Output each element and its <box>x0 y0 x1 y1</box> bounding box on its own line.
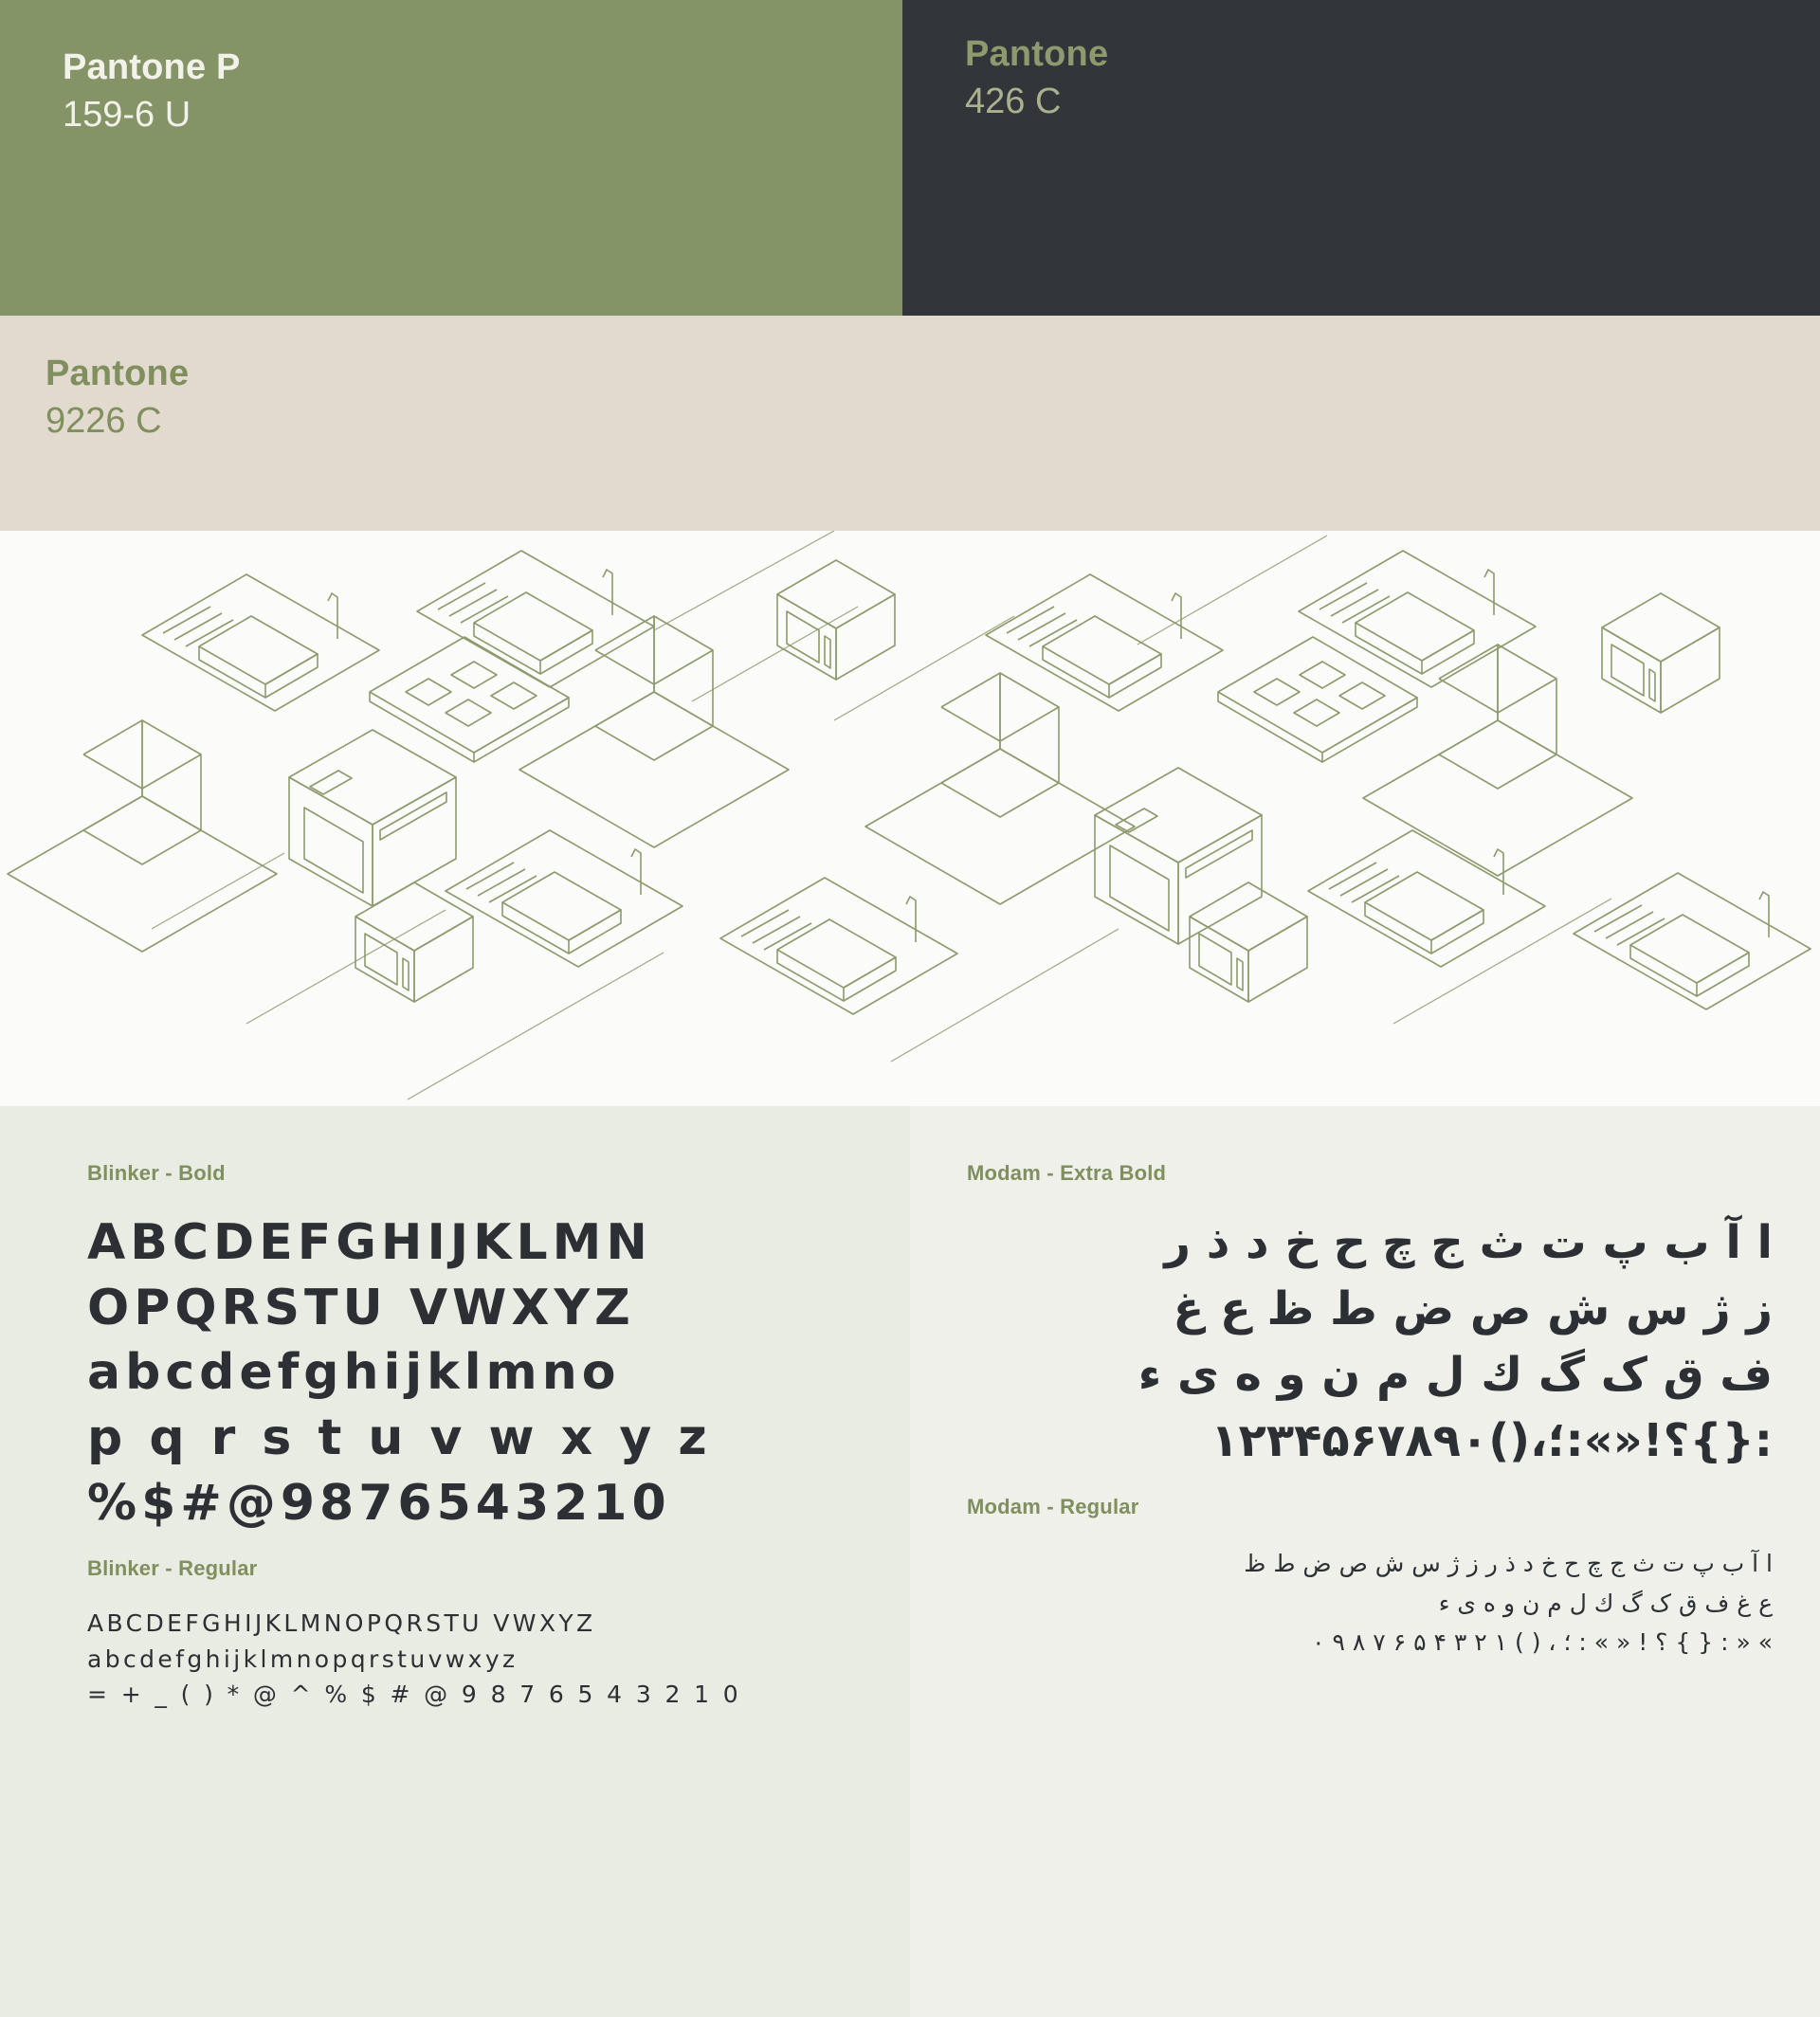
swatch-code: 9226 C <box>46 400 162 441</box>
swatch-code: 159-6 U <box>63 94 191 135</box>
latin-bold-line-1: ABCDEFGHIJKLMN <box>87 1214 652 1271</box>
latin-bold-line-4: p q r s t u v w x y z <box>87 1408 712 1466</box>
swatch-pantone-426c <box>902 0 1820 316</box>
arabic-bold-label: Modam - Extra Bold <box>967 1161 1167 1185</box>
latin-regular-label: Blinker - Regular <box>87 1556 258 1581</box>
swatch-pantone-159-6u <box>0 0 902 316</box>
arabic-regular-line-3: » « : { } ؟ ! « » : ؛ ، ( ) ۱ ۲ ۳ ۴ ۵ ۶ ۷ ۸ ۹ ۰ <box>1312 1627 1773 1656</box>
arabic-bold-line-1: ا آ ب پ ت ث ج چ ح خ د ذ ر <box>1164 1216 1773 1269</box>
pattern-illustration-band <box>0 531 1820 1106</box>
latin-bold-line-2: OPQRSTU VWXYZ <box>87 1279 635 1336</box>
arabic-regular-line-2: ع غ ف ق ک گ ك ل م ن و ه ی ء <box>1438 1589 1773 1617</box>
arabic-bold-line-4: :{}؟!«»:؛،()۱۲۳۴۵۶۷۸۹۰ <box>1210 1413 1773 1467</box>
arabic-regular-label: Modam - Regular <box>967 1495 1139 1519</box>
latin-bold-label: Blinker - Bold <box>87 1161 226 1185</box>
swatch-code: 426 C <box>965 81 1062 121</box>
swatch-title: Pantone <box>965 34 1109 74</box>
latin-bold-line-5: %$#@9876543210 <box>87 1474 671 1532</box>
isometric-appliance-pattern-icon <box>0 531 1820 1106</box>
latin-regular-line-3: = + _ ( ) * @ ^ % $ # @ 9 8 7 6 5 4 3 2 1 0 <box>87 1681 742 1709</box>
latin-bold-line-3: abcdefghijklmno <box>87 1344 621 1402</box>
arabic-bold-line-2: ز ژ س ش ص ض ط ظ ع غ <box>1173 1281 1773 1336</box>
latin-type-panel <box>0 1106 910 2017</box>
arabic-regular-line-1: ا آ ب پ ت ث ج چ ح خ د ذ ر ز ژ س ش ص ض ط ظ <box>1244 1550 1773 1578</box>
swatch-title: Pantone P <box>63 47 241 87</box>
latin-regular-line-2: abcdefghijklmnopqrstuvwxyz <box>87 1644 519 1673</box>
arabic-type-panel <box>910 1106 1820 2017</box>
swatch-title: Pantone <box>46 354 190 393</box>
color-swatch-row <box>0 0 1820 316</box>
arabic-bold-line-3: ف ق ک گ ك ل م ن و ه ی ء <box>1138 1348 1773 1402</box>
swatch-pantone-9226c <box>0 316 1820 531</box>
latin-regular-line-1: ABCDEFGHIJKLMNOPQRSTU VWXYZ <box>87 1609 596 1638</box>
typography-specimen-row <box>0 1106 1820 2017</box>
